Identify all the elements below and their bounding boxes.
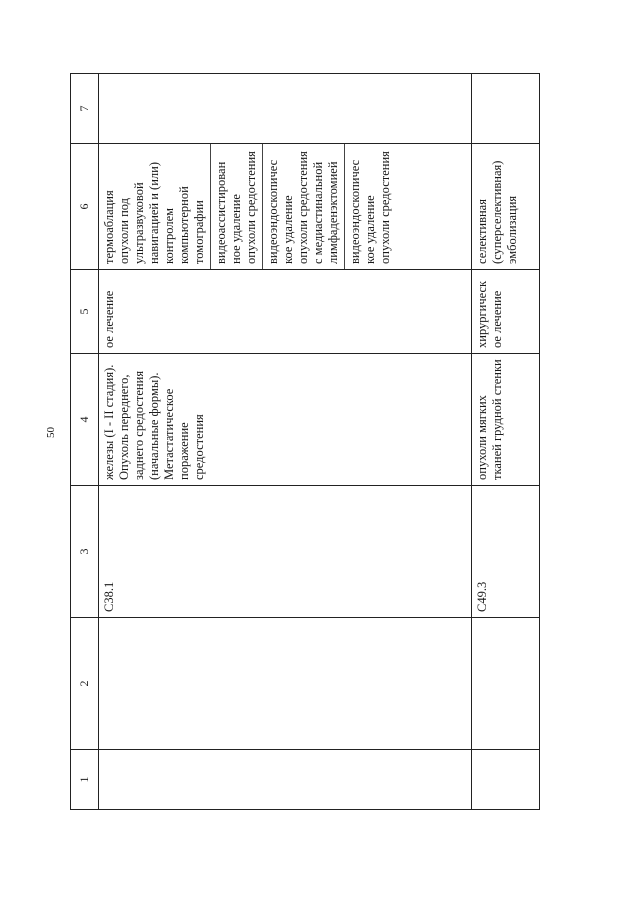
rotated-table-frame [70, 74, 540, 810]
cell-col1 [99, 750, 472, 810]
cell-col2 [99, 618, 472, 750]
cell-col7 [99, 74, 472, 144]
cell-col7 [471, 74, 539, 144]
cell-methods [99, 144, 472, 270]
cell-col2 [471, 618, 539, 750]
header-cell-2: 2 [71, 618, 99, 750]
method-item: видеоэндоскопичес кое удаление опухоли средостения [348, 151, 393, 264]
cell-methods: селективная (суперселективная) эмболизация [471, 144, 539, 270]
method-item: термоаблация опухоли под ультразвуковой навигацией и (или) контролем компьютерной томографии [99, 144, 211, 269]
cell-treatment-type: хирургическ ое лечение [471, 270, 539, 354]
cell-treatment-type: ое лечение [99, 270, 472, 354]
header-cell-6: 6 [71, 144, 99, 270]
data-table [70, 73, 540, 810]
header-cell-1: 1 [71, 750, 99, 810]
cell-diagnosis: опухоли мягких тканей грудной стенки [471, 354, 539, 486]
header-cell-4: 4 [71, 354, 99, 486]
table-container [70, 74, 540, 810]
header-cell-7: 7 [71, 74, 99, 144]
cell-col1 [471, 750, 539, 810]
cell-icd-code: C49.3 [471, 486, 539, 618]
method-item: видеоэндоскопичес кое удаление опухоли средостения с медиастинальной лимфаденэктомией [263, 144, 345, 269]
page-number: 50 [45, 427, 57, 438]
cell-diagnosis: железы (I - II стадия). Опухоль переднего, заднего средостения (начальные формы). Метастатическое поражение средостения [99, 354, 472, 486]
table-row [99, 74, 472, 810]
header-cell-5: 5 [71, 270, 99, 354]
header-cell-3: 3 [71, 486, 99, 618]
table-row [471, 74, 539, 810]
method-item: видеоассистирован ное удаление опухоли средостения [211, 144, 263, 269]
cell-icd-code: C38.1 [99, 486, 472, 618]
header-row [71, 74, 99, 810]
